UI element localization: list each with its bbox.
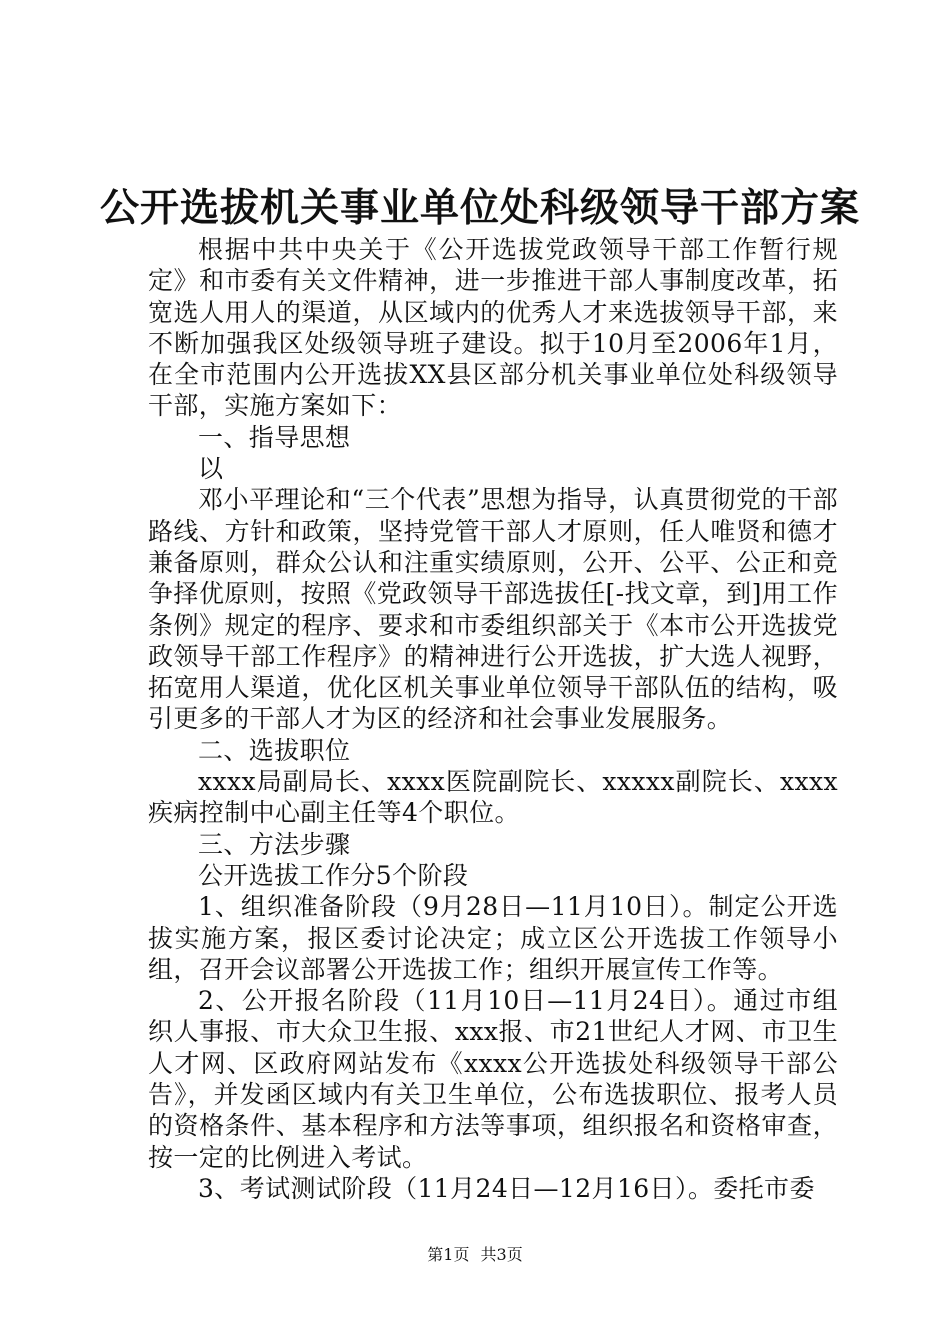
paragraph-stage-1: 1、组织准备阶段（9月28日—11月10日）。制定公开选拔实施方案，报区委讨论决定；成立区公开选拔工作领导小组，召开会议部署公开选拔工作；组织开展宣传工作等。 — [148, 892, 838, 984]
paragraph-fragment: 以 — [198, 454, 224, 484]
document-title: 公开选拔机关事业单位处科级领导干部方案 — [100, 185, 861, 231]
heading-guiding-ideology: 一、指导思想 — [198, 422, 351, 452]
paragraph-guiding-ideology: 邓小平理论和“三个代表”思想为指导，认真贯彻党的干部路线、方针和政策，坚持党管干部人才原则，任人唯贤和德才兼备原则，群众公认和注重实绩原则，公开、公平、公正和竞争择优原则，按照《党政领导干部选拔任[-找文章，到]用工作条例》规定的程序、要求和市委组织部关于《本市公开选拔党政领导干部工作程序》的精神进行公开选拔，扩大选人视野，拓宽用人渠道，优化区机关事业单位领导干部队伍的结构，吸引更多的干部人才为区的经济和社会事业发展服务。 — [148, 485, 838, 734]
paragraph-stage-3: 3、考试测试阶段（11月24日—12月16日）。委托市委 — [198, 1173, 815, 1203]
heading-methods: 三、方法步骤 — [198, 829, 351, 859]
page-total: 共3页 — [480, 1245, 523, 1264]
paragraph-stage-2: 2、公开报名阶段（11月10日—11月24日）。通过市组织人事报、市大众卫生报、xxx报、市21世纪人才网、市卫生人才网、区政府网站发布《xxxx公开选拔处科级领导干部公告》，并发函区域内有关卫生单位，公布选拔职位、报考人员的资格条件、基本程序和方法等事项，组织报名和资格审查，按一定的比例进入考试。 — [148, 986, 838, 1172]
paragraph-intro: 根据中共中央关于《公开选拔党政领导干部工作暂行规定》和市委有关文件精神，进一步推进干部人事制度改革，拓宽选人用人的渠道，从区域内的优秀人才来选拔领导干部，来不断加强我区处级领导班子建设。拟于10月至2006年1月，在全市范围内公开选拔XX县区部分机关事业单位处科级领导干部，实施方案如下： — [148, 235, 838, 421]
paragraph-stages-intro: 公开选拔工作分5个阶段 — [198, 860, 469, 890]
document-body — [148, 234, 838, 1204]
page-number: 第1页 — [427, 1245, 470, 1264]
heading-positions: 二、选拔职位 — [198, 735, 351, 765]
paragraph-positions: xxxx局副局长、xxxx医院副院长、xxxxx副院长、xxxx疾病控制中心副主任等4个职位。 — [148, 767, 838, 828]
page-footer — [0, 1245, 950, 1265]
